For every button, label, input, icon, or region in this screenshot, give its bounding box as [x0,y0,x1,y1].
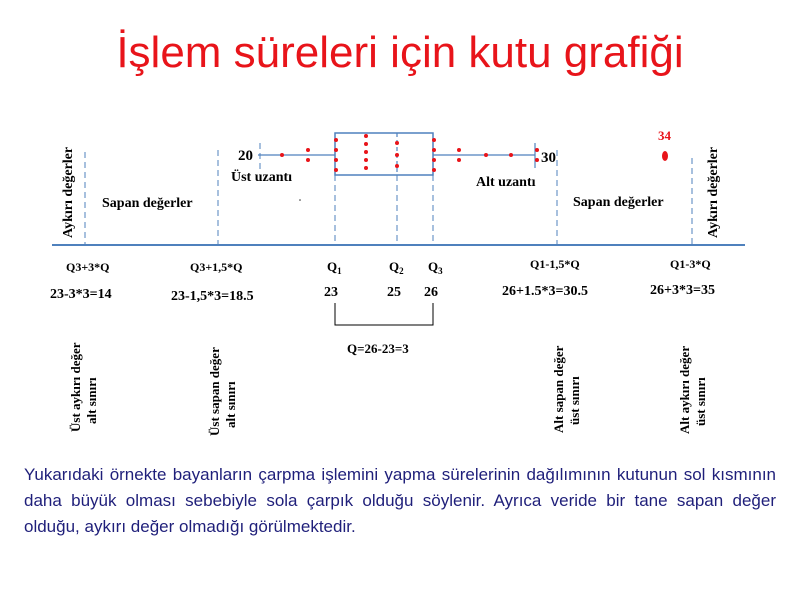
quartile-value: 26 [424,285,438,300]
data-point [395,164,399,168]
quartile-label: $Q_2$ [389,259,404,276]
data-point [364,142,368,146]
region-label-right-sapan: Sapan değerler [573,195,664,210]
data-point [364,166,368,170]
data-point [334,138,338,142]
box-iqr [335,133,433,175]
fence-vertical-label: Üst sapan değer alt sınırı [207,347,238,436]
region-label-left-sapan: Sapan değerler [102,196,193,211]
page-title: İşlem süreleri için kutu grafiği [116,28,684,77]
fence-vertical-label: Alt aykırı değer üst sınırı [677,346,708,434]
quartile-value: 25 [387,285,401,300]
data-point [432,148,436,152]
outlier-point [662,151,668,161]
data-point [432,138,436,142]
data-point [334,158,338,162]
data-point [334,148,338,152]
fence-formula: 23-1,5*3=18.5 [171,289,254,304]
data-point [364,150,368,154]
data-point [306,158,310,162]
data-point [457,158,461,162]
data-point [395,153,399,157]
data-point [395,141,399,145]
data-point [280,153,284,157]
data-point [535,148,539,152]
description-paragraph: Yukarıdaki örnekte bayanların çarpma işlemini yapma sürelerinin dağılımının kutunun sol kısmının daha büyük olması sebebiyle sola çarpık olduğu söylenir. Ayrıca veride bir tane sapan değer olduğu, aykırı değer olmadığı görülmektedir. [24,465,776,536]
fence-name: Q3+1,5*Q [190,260,243,274]
data-point [484,153,488,157]
fence-vertical-label: Alt sapan değer üst sınırı [551,345,582,433]
lower-whisker-label: Alt uzantı [476,175,536,190]
fence-name: Q3+3*Q [66,260,110,274]
data-point [457,148,461,152]
fence-name: Q1-3*Q [670,257,711,271]
region-label-right-outlier: Aykırı değerler [706,146,721,238]
upper-whisker-label: Üst uzantı [231,170,293,185]
data-point [334,168,338,172]
data-point [364,158,368,162]
data-point [509,153,513,157]
fence-formula: 23-3*3=14 [50,287,112,302]
quartile-label: $Q_3$ [428,259,443,276]
iqr-bracket [335,303,433,325]
data-point [432,168,436,172]
data-point [364,134,368,138]
outlier-value: 34 [658,128,671,143]
data-point [535,158,539,162]
fence-name: Q1-1,5*Q [530,257,580,271]
data-points [280,134,668,172]
region-label-left-outlier: Aykırı değerler [61,146,76,238]
quartile-value: 23 [324,285,338,300]
stray-dot [299,199,301,201]
fence-formula: 26+1.5*3=30.5 [502,284,588,299]
quartile-label: $Q_1$ [327,259,342,276]
fence-vertical-label: Üst aykırı değer alt sınırı [68,342,99,432]
fence-formula: 26+3*3=35 [650,283,715,298]
whisker-right-value: 30 [541,150,556,166]
data-point [306,148,310,152]
whisker-left-value: 20 [238,148,253,164]
data-point [432,158,436,162]
iqr-label: Q=26-23=3 [347,341,409,356]
